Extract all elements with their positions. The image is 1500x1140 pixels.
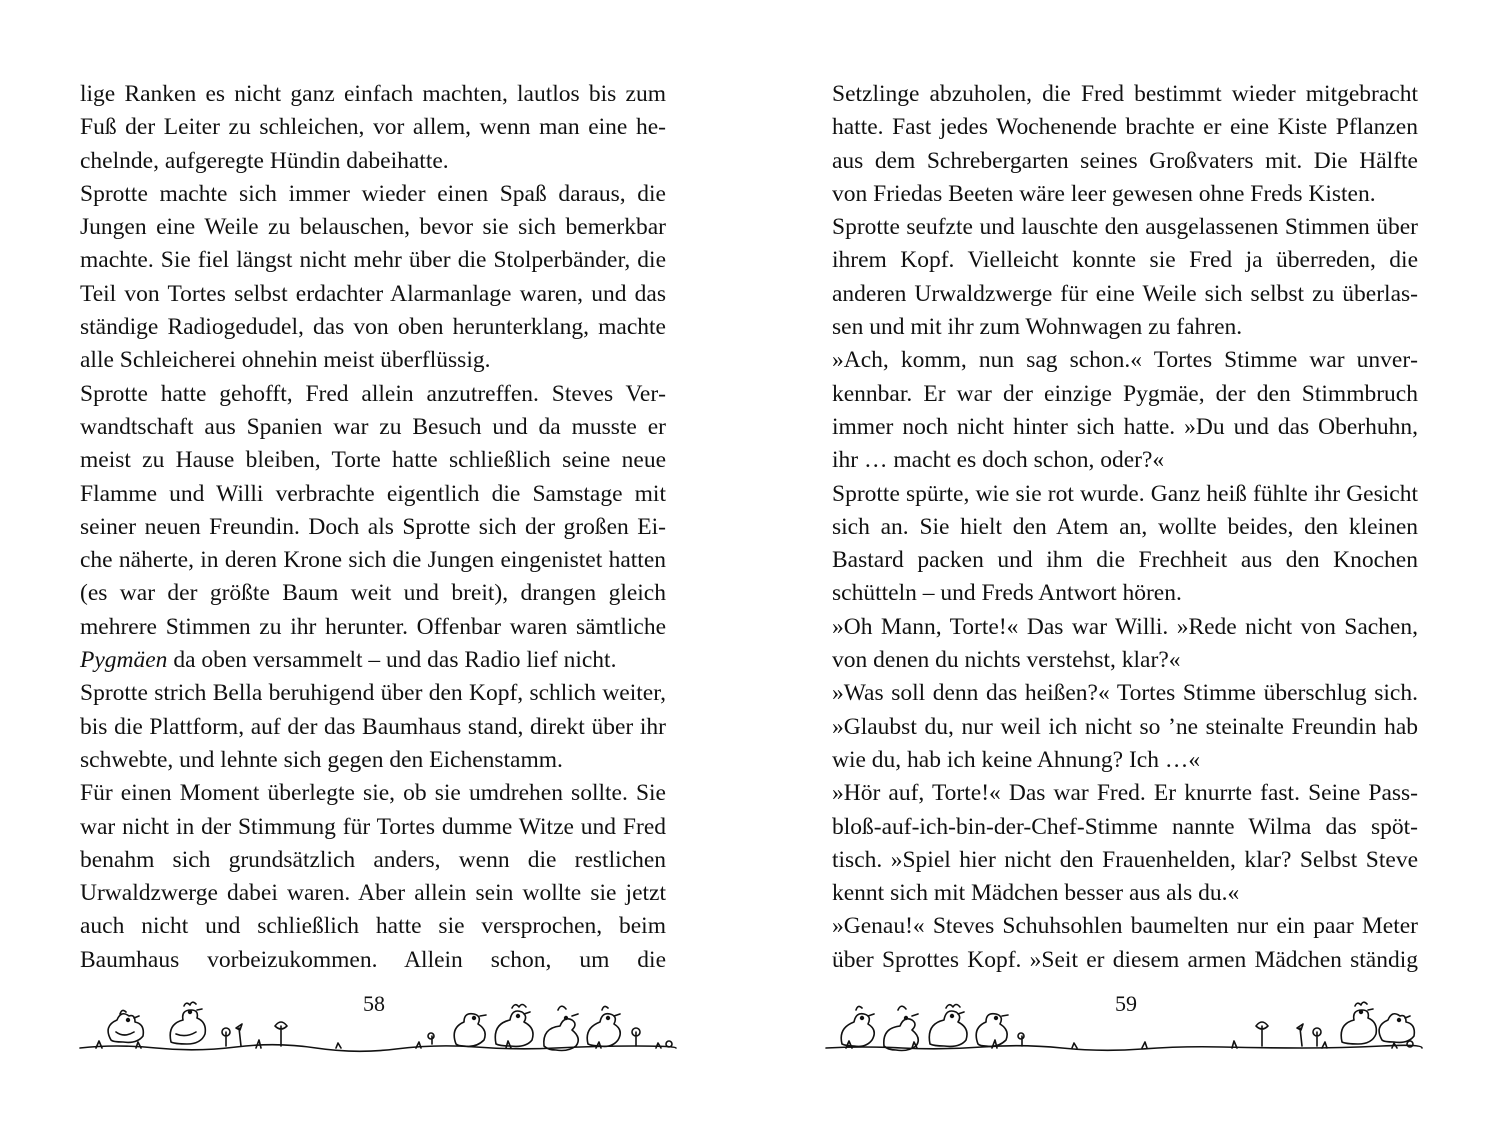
italic-word: Pygmäen [80,647,168,674]
paragraph: Setzlinge abzuholen, die Fred bestimmt wieder mitgebracht hatte. Fast jedes Wochenende brachte er eine Kiste Pflanzen aus dem Schrebergarten seines Großvaters mit. Die Hälfte von Friedas Beeten wäre leer gewesen ohne Freds Kisten. [832,81,1418,207]
paragraph: »Was soll denn das heißen?« Tortes Stimme überschlug sich. »Glaubst du, nur weil ich nicht so ’ne steinalte Freundin hab wie du, hab ich keine Ahnung? Ich …« [832,680,1418,773]
left-page-text [80,78,666,977]
paragraph: »Oh Mann, Torte!« Das war Willi. »Rede nicht von Sachen, von denen du nichts verstehst, klar?« [832,613,1418,674]
paragraph: »Ach, komm, nun sag schon.« Tortes Stimme war unverkennbar. Er war der einzige Pygmäe, der den Stimmbruch immer noch nicht hinter sich hatte. »Du und das Oberhuhn, ihr … macht es doch schon, oder?« [832,347,1418,474]
paragraph: Sprotte strich Bella beruhigend über den Kopf, schlich weiter, bis die Plattform, auf der das Baumhaus stand, direkt über ihr schwebte, und lehnte sich gegen den Eichenstamm. [80,680,666,773]
paragraph: lige Ranken es nicht ganz einfach machten, lautlos bis zum Fuß der Leiter zu schleichen, vor allem, wenn man eine hechelnde, aufgeregte Hündin dabeihatte. [80,81,666,174]
page-number: 59 [1115,991,1137,1016]
paragraph-text: da oben versammelt – und das Radio lief nicht. [173,647,617,674]
paragraph-text: Sprotte hatte gehofft, Fred allein anzutreffen. Steves Verwandtschaft aus Spanien war zu Besuch und da musste er meist zu Hause bleiben, Torte hatte schließlich seine neue Flamme und Willi verbrachte eigentlich die Samstage mit seiner neuen Freundin. Doch als Sprotte sich der großen Eiche näherte, in deren Krone sich die Jungen eingenistet hatten (es war der größte Baum weit und breit), drangen gleich mehrere Stimmen zu ihr herunter. Offenbar waren sämtliche [80,380,666,640]
paragraph: »Genau!« Steves Schuhsohlen baumelten nur ein paar Meter über Sprottes Kopf. »Seit er diesem armen Mädchen ständig [832,913,1418,973]
paragraph: »Hör auf, Torte!« Das war Fred. Er knurrte fast. Seine Passbloß-auf-ich-bin-der-Chef-Stimme nannte Wilma das spöttisch. »Spiel hier nicht den Frauenhelden, klar? Selbst Steve kennt sich mit Mädchen besser aus als du.« [832,780,1418,907]
paragraph: Für einen Moment überlegte sie, ob sie umdrehen sollte. Sie war nicht in der Stimmung für Tortes dumme Witze und Fred benahm sich grundsätzlich anders, wenn die restlichen Urwaldzwerge dabei waren. Aber allein sein wollte sie jetzt auch nicht und schließlich hatte sie versprochen, beim Baumhaus vorbeizukommen. Allein schon, um die [80,780,666,973]
paragraph [80,378,666,678]
right-page [750,0,1500,1140]
paragraph: Sprotte machte sich immer wieder einen Spaß daraus, die Jungen eine Weile zu belauschen, bevor sie sich bemerkbar machte. Sie fiel längst nicht mehr über die Stolperbänder, die Teil von Tortes selbst erdachter Alarmanlage waren, und das ständige Radiogedudel, das von oben herunterklang, machte alle Schleicherei ohnehin meist überflüssig. [80,180,666,374]
paragraph: Sprotte spürte, wie sie rot wurde. Ganz heiß fühlte ihr Gesicht sich an. Sie hielt den Atem an, wollte beides, den kleinen Bastard packen und ihm die Frechheit aus den Knochen schütteln – und Freds Antwort hören. [832,480,1418,607]
paragraph: Sprotte seufzte und lauschte den ausgelassenen Stimmen über ihrem Kopf. Vielleicht konnte sie Fred ja überreden, die anderen Urwaldzwerge für eine Weile sich selbst zu überlassen und mit ihr zum Wohnwagen zu fahren. [832,214,1418,341]
page-number: 58 [363,991,385,1016]
right-page-text [832,78,1418,977]
